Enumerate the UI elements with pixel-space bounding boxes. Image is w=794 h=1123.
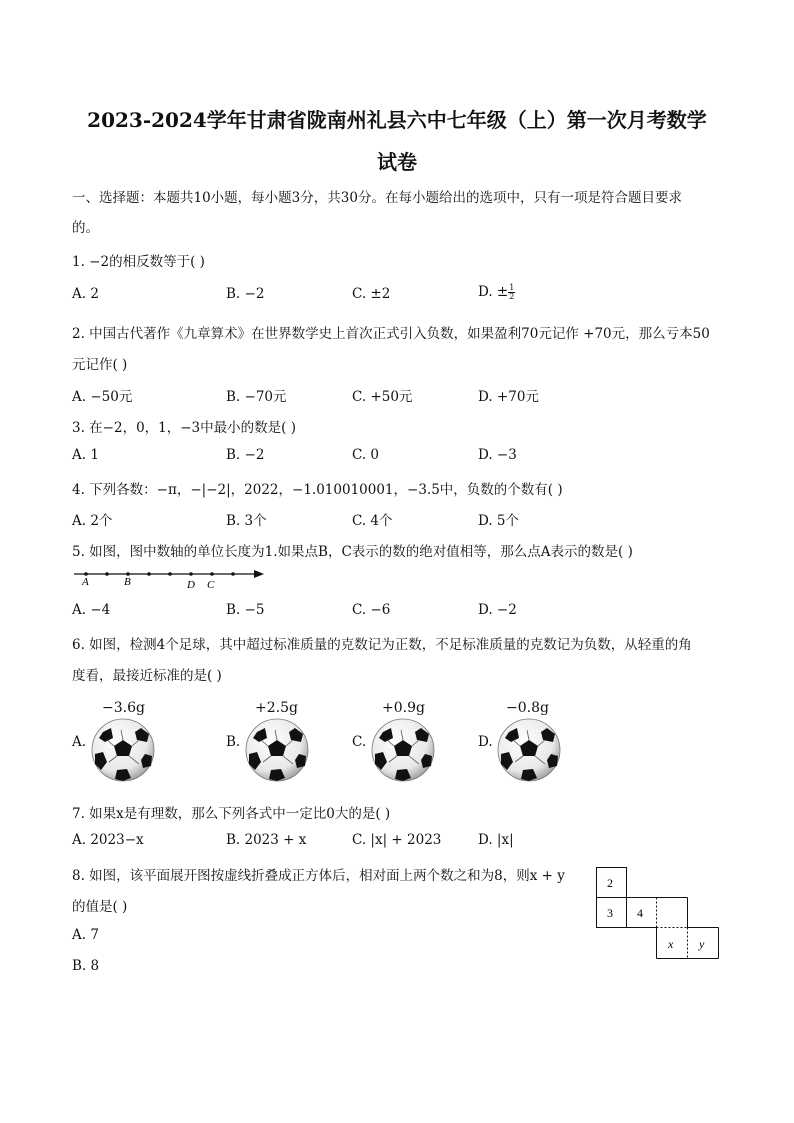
point-label-d: D [187, 579, 195, 591]
tick-point [147, 572, 151, 576]
q4-option-c: C. 4个 [352, 513, 393, 529]
q5-stem: 5. 如图，图中数轴的单位长度为1.如果点B，C表示的数的绝对值相等，那么点A表示的数是( ) [72, 544, 633, 560]
q1-option-c: C. ±2 [352, 286, 391, 302]
number-line-arrow-icon [254, 570, 264, 578]
q7-stem: 7. 如果x是有理数，那么下列各式中一定比0大的是( ) [72, 806, 391, 822]
q7-option-c: C. |x| + 2023 [352, 832, 442, 848]
q1-option-b: B. −2 [226, 286, 265, 302]
q7-option-a: A. 2023−x [72, 832, 144, 848]
q2-option-c: C. +50元 [352, 389, 413, 405]
point-label-a: A [82, 576, 89, 588]
point-label-b: B [124, 576, 131, 588]
q8-stem-line1: 8. 如图，该平面展开图按虚线折叠成正方体后，相对面上两个数之和为8，则x + y [72, 868, 565, 884]
exam-title-line1: 2023-2024学年甘肃省陇南州礼县六中七年级（上）第一次月考数学 [87, 108, 707, 132]
ball-b-weight: +2.5g [255, 700, 298, 716]
point-label-c: C [207, 579, 215, 591]
soccer-ball-icon [91, 718, 155, 782]
q6-option-d-letter: D. [478, 734, 493, 750]
q2-stem-line2: 元记作( ) [72, 357, 128, 373]
q8-option-b: B. 8 [72, 958, 100, 974]
soccer-ball-icon [371, 718, 435, 782]
section-instructions-line1: 一、选择题：本题共10小题，每小题3分，共30分。在每小题给出的选项中，只有一项是符合题目要求 [72, 190, 682, 206]
q4-option-b: B. 3个 [226, 513, 267, 529]
fraction-one-half [508, 284, 515, 301]
q1-option-a: A. 2 [72, 286, 99, 302]
q2-option-b: B. −70元 [226, 389, 287, 405]
number-line-figure [72, 564, 266, 592]
q5-option-a: A. −4 [72, 602, 111, 618]
ball-a-weight: −3.6g [102, 700, 145, 716]
q8-option-a: A. 7 [72, 927, 99, 943]
fraction-numerator: 1 [509, 283, 515, 292]
ball-c-weight: +0.9g [382, 700, 425, 716]
q7-option-b: B. 2023 + x [226, 832, 307, 848]
soccer-ball-icon [497, 718, 561, 782]
q3-option-d: D. −3 [478, 447, 517, 463]
q7-option-d: D. |x| [478, 832, 514, 848]
net-cell-y: y [699, 937, 705, 951]
q6-option-b-letter: B. [226, 734, 241, 750]
tick-point [210, 572, 214, 576]
q4-option-d: D. 5个 [478, 513, 520, 529]
q4-option-a: A. 2个 [72, 513, 113, 529]
tick-point [189, 572, 193, 576]
tick-point [231, 572, 235, 576]
q8-stem-line2: 的值是( ) [72, 899, 128, 915]
net-cell-2: 2 [607, 876, 613, 890]
q6-option-c-letter: C. [352, 734, 367, 750]
q3-option-c: C. 0 [352, 447, 380, 463]
q3-stem: 3. 在−2，0，1，−3中最小的数是( ) [72, 420, 296, 436]
q3-option-b: B. −2 [226, 447, 265, 463]
net-cell-x: x [668, 937, 674, 951]
exam-title-line2: 试卷 [377, 150, 417, 174]
q3-option-a: A. 1 [72, 447, 99, 463]
cube-net-figure [596, 867, 720, 959]
q4-stem: 4. 下列各数：−π，−|−2|，2022，−1.010010001，−3.5中，负数的个数有( ) [72, 482, 563, 498]
q2-option-d: D. +70元 [478, 389, 539, 405]
tick-point [105, 572, 109, 576]
q1-option-d-prefix: D. ± [478, 284, 509, 300]
q5-option-d: D. −2 [478, 602, 517, 618]
fraction-denominator: 2 [509, 292, 515, 301]
tick-point [168, 572, 172, 576]
soccer-ball-icon [245, 718, 309, 782]
net-cell-3: 3 [607, 906, 613, 920]
q5-option-b: B. −5 [226, 602, 265, 618]
q2-stem-line1: 2. 中国古代著作《九章算术》在世界数学史上首次正式引入负数，如果盈利70元记作 +70元，那么亏本50 [72, 326, 710, 342]
q5-option-c: C. −6 [352, 602, 391, 618]
ball-d-weight: −0.8g [506, 700, 549, 716]
q6-option-a-letter: A. [72, 734, 87, 750]
section-instructions-line2: 的。 [72, 220, 99, 236]
q1-option-d [478, 284, 515, 301]
q6-stem-line2: 度看，最接近标准的是( ) [72, 668, 222, 684]
q6-stem-line1: 6. 如图，检测4个足球，其中超过标准质量的克数记为正数，不足标准质量的克数记为负数，从轻重的角 [72, 637, 692, 653]
q2-option-a: A. −50元 [72, 389, 133, 405]
net-cell-4: 4 [637, 906, 643, 920]
q1-stem: 1. −2的相反数等于( ) [72, 254, 205, 270]
